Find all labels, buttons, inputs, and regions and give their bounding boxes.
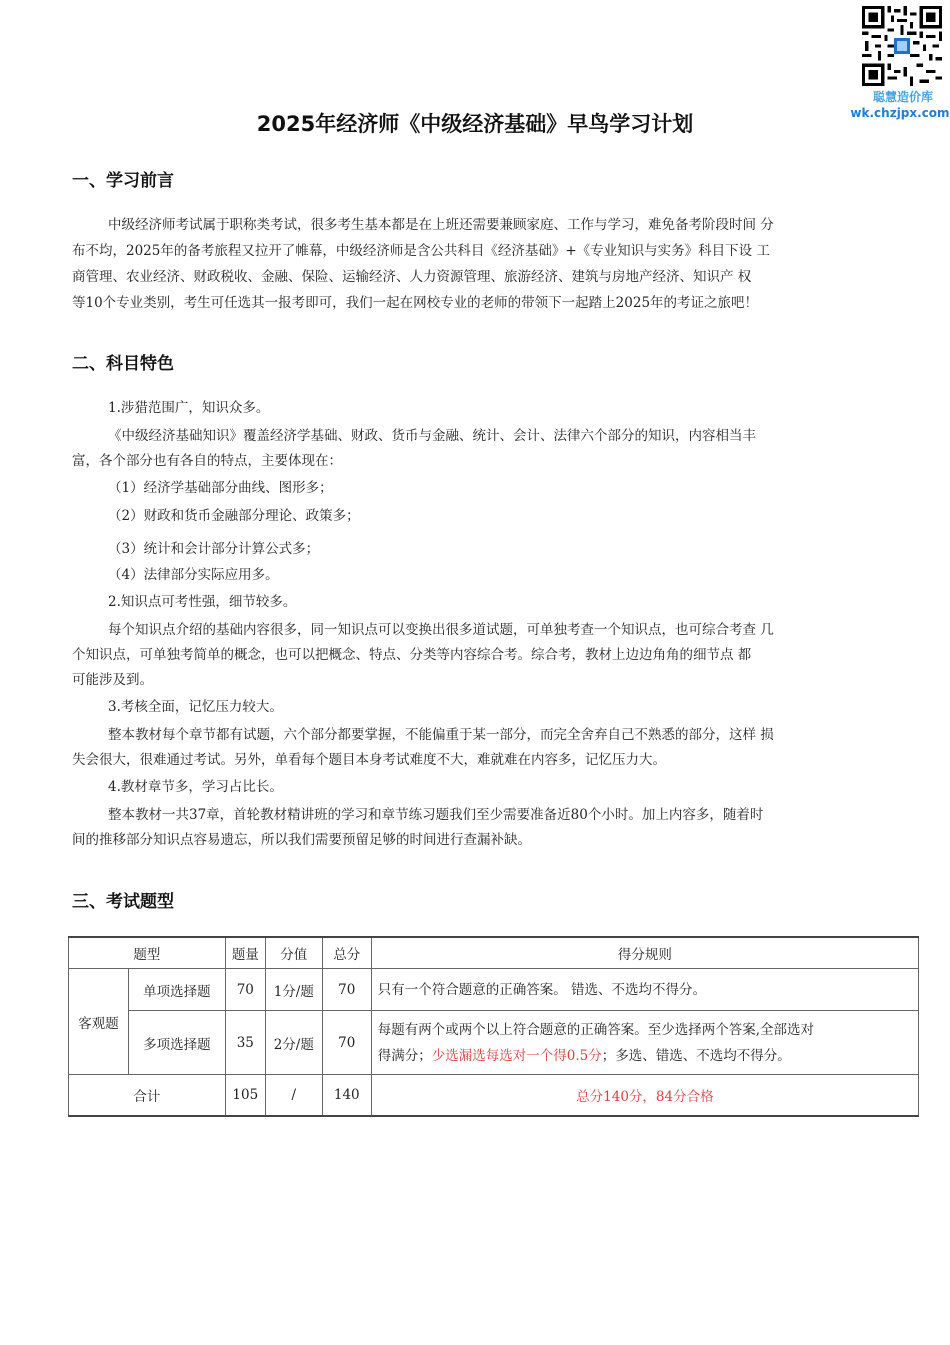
qr-code-icon xyxy=(862,6,942,86)
feature-line: 整本教材一共37章，首轮教材精讲班的学习和章节练习题我们至少需要准备近80个小时。加上内容多，随着时 xyxy=(108,807,764,823)
section-heading-exam: 三、考试题型 xyxy=(72,892,174,912)
feature-point: 2.知识点可考性强，细节较多。 xyxy=(108,594,297,610)
feature-point: 1.涉猎范围广，知识众多。 xyxy=(108,400,270,416)
summary-total: 140 xyxy=(322,1075,371,1117)
table-row xyxy=(69,1011,919,1075)
summary-score: / xyxy=(265,1075,322,1117)
feature-line: 可能涉及到。 xyxy=(72,672,153,688)
row-total: 70 xyxy=(322,1011,371,1075)
row-type: 多项选择题 xyxy=(128,1011,225,1075)
summary-count: 105 xyxy=(225,1075,265,1117)
rule-text: 得满分； xyxy=(377,1047,432,1064)
row-rule xyxy=(371,1011,918,1075)
section-heading-intro: 一、学习前言 xyxy=(72,171,174,191)
intro-line: 等10个专业类别，考生可任选其一报考即可，我们一起在网校专业的老师的带领下一起踏上2025年的考证之旅吧！ xyxy=(72,295,759,311)
row-count: 70 xyxy=(225,969,265,1011)
summary-label: 合计 xyxy=(69,1075,226,1117)
table-header-row xyxy=(69,937,919,969)
rule-text: ；多选、错选、不选均不得分。 xyxy=(601,1047,791,1064)
feature-line: 间的推移部分知识点容易遗忘，所以我们需要预留足够的时间进行查漏补缺。 xyxy=(72,832,531,848)
feature-line: 个知识点，可单独考简单的概念，也可以把概念、特点、分类等内容综合考。综合考，教材上边边角角的细节点 都 xyxy=(72,647,752,663)
rule-highlight: 少选漏选每选对一个得0.5分 xyxy=(431,1047,602,1064)
feature-line: （1）经济学基础部分曲线、图形多； xyxy=(108,480,333,496)
feature-line: 整本教材每个章节都有试题，六个部分都要掌握，不能偏重于某一部分，而完全舍弃自己不熟悉的部分，这样 损 xyxy=(108,727,774,743)
row-count: 35 xyxy=(225,1011,265,1075)
intro-line: 中级经济师考试属于职称类考试，很多考生基本都是在上班还需要兼顾家庭、工作与学习，难免备考阶段时间 分 xyxy=(108,217,774,233)
row-score: 1分/题 xyxy=(265,969,322,1011)
feature-point: 4.教材章节多，学习占比长。 xyxy=(108,779,283,795)
table-summary-row xyxy=(69,1075,919,1117)
intro-line: 布不均，2025年的备考旅程又拉开了帷幕，中级经济师是含公共科目《经济基础》+《专业知识与实务》科目下设 工 xyxy=(72,243,770,259)
feature-line: 每个知识点介绍的基础内容很多，同一知识点可以变换出很多道试题，可单独考查一个知识点，也可综合考查 几 xyxy=(108,622,774,638)
section-heading-features: 二、科目特色 xyxy=(72,354,174,374)
exam-type-table xyxy=(68,936,919,1117)
feature-line: （2）财政和货币金融部分理论、政策多； xyxy=(108,508,360,524)
feature-point: 3.考核全面，记忆压力较大。 xyxy=(108,699,283,715)
header-count: 题量 xyxy=(225,937,265,969)
header-type: 题型 xyxy=(69,937,226,969)
brand-name: 聪慧造价库 xyxy=(872,90,933,104)
row-type: 单项选择题 xyxy=(128,969,225,1011)
summary-rule: 总分140分，84分合格 xyxy=(371,1075,918,1117)
feature-line: 失会很大，很难通过考试。另外，单看每个题目本身考试难度不大，难就难在内容多，记忆压力大。 xyxy=(72,752,666,768)
intro-line: 商管理、农业经济、财政税收、金融、保险、运输经济、人力资源管理、旅游经济、建筑与房地产经济、知识产 权 xyxy=(72,269,752,285)
header-rule: 得分规则 xyxy=(371,937,918,969)
feature-line: 富，各个部分也有各自的特点，主要体现在： xyxy=(72,453,342,469)
brand-url[interactable]: wk.chzjpx.com xyxy=(850,106,950,120)
row-total: 70 xyxy=(322,969,371,1011)
feature-line: （4）法律部分实际应用多。 xyxy=(108,567,279,583)
group-objective: 客观题 xyxy=(69,969,129,1075)
row-score: 2分/题 xyxy=(265,1011,322,1075)
rule-text: 每题有两个或两个以上符合题意的正确答案。至少选择两个答案,全部选对 xyxy=(377,1021,815,1038)
feature-line: （3）统计和会计部分计算公式多； xyxy=(108,541,320,557)
header-total: 总分 xyxy=(322,937,371,969)
row-rule: 只有一个符合题意的正确答案。 错选、不选均不得分。 xyxy=(371,969,918,1011)
page-title: 2025年经济师《中级经济基础》早鸟学习计划 xyxy=(256,112,694,136)
header-score: 分值 xyxy=(265,937,322,969)
table-row xyxy=(69,969,919,1011)
feature-line: 《中级经济基础知识》覆盖经济学基础、财政、货币与金融、统计、会计、法律六个部分的知识，内容相当丰 xyxy=(108,428,756,444)
